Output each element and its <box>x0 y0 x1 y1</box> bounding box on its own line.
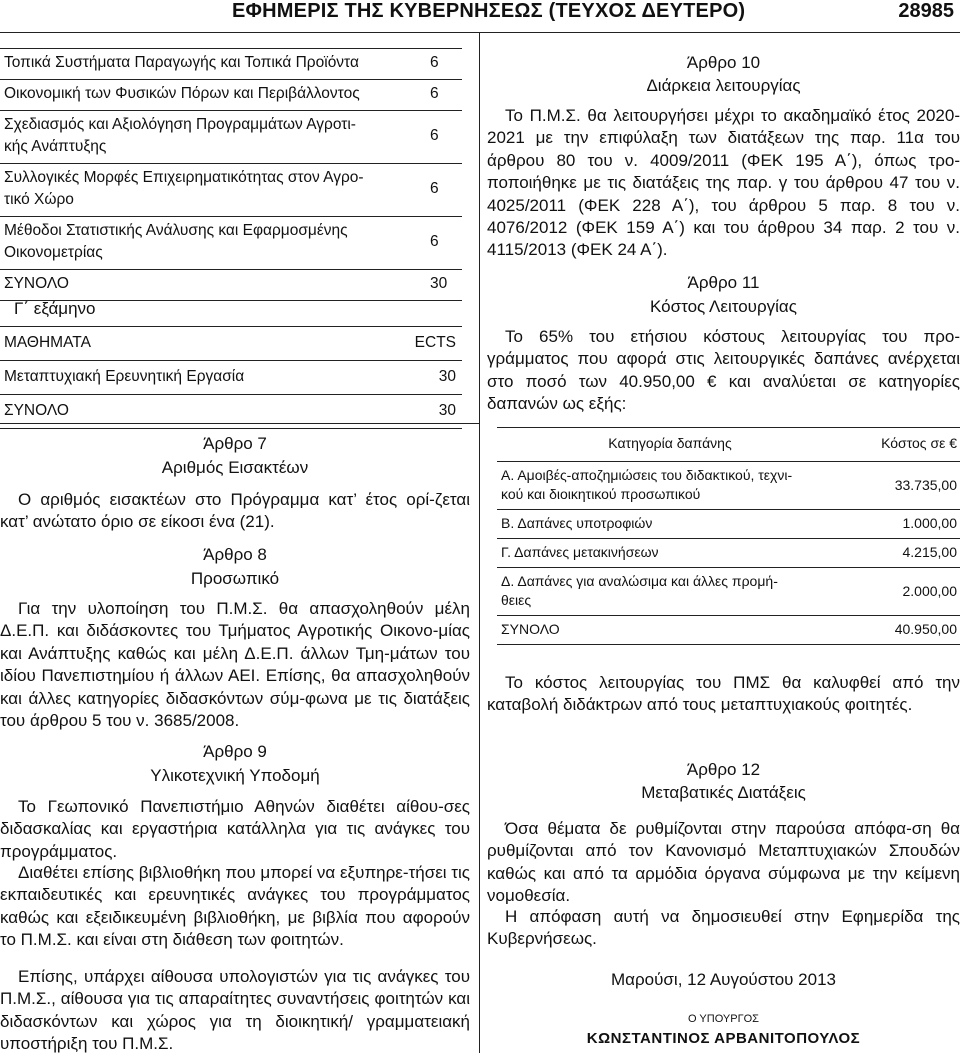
table-row <box>0 111 462 164</box>
article-11-heading: Άρθρο 11 <box>687 273 760 292</box>
article-9-subheading: Υλικοτεχνική Υποδομή <box>150 766 320 785</box>
course-name: Μέθοδοι Στατιστικής Ανάλυσης και Εφαρμοσμένης Οικονομετρίας <box>0 217 428 270</box>
table-row-total <box>0 270 462 301</box>
semester-label: Γ΄ εξάμηνο <box>14 299 96 318</box>
cost-category: Γ. Δαπάνες μετακινήσεων <box>497 539 843 568</box>
total-label: ΣΥΝΟΛΟ <box>0 395 411 429</box>
course-ects: 6 <box>428 217 462 270</box>
course-name: Σχεδιασμός και Αξιολόγηση Προγραμμάτων Αγροτι- κής Ανάπτυξης <box>0 111 428 164</box>
table-header-row <box>0 327 462 361</box>
section-rule <box>0 423 479 424</box>
article-10-heading: Άρθρο 10 <box>686 53 761 72</box>
article-7-body: Ο αριθμός εισακτέων στο Πρόγραμμα κατ’ έτος ορί-ζεται κατ’ ανώτατο όριο σε είκοσι ένα (21). <box>0 490 470 532</box>
total-value: 40.950,00 <box>843 616 960 645</box>
table-row <box>0 80 462 111</box>
course-name: Οικονομική των Φυσικών Πόρων και Περιβάλλοντος <box>0 80 428 111</box>
course-name: Μεταπτυχιακή Ερευνητική Εργασία <box>0 361 411 395</box>
article-11-subheading: Κόστος Λειτουργίας <box>650 297 797 316</box>
article-9-paragraph-2: Διαθέτει επίσης βιβλιοθήκη που μπορεί να εξυπηρε-τήσει τις εκπαιδευτικές και ερευνητικές ανάγκες του προγράμματος καθώς και εξειδικευμένη βιβλιοθήκη, με βιβλία που αφορούν το Π.Μ.Σ. και είναι στη διάθεση των φοιτητών. <box>0 863 470 950</box>
article-9-paragraph-3: Επίσης, υπάρχει αίθουσα υπολογιστών για τις ανάγκες του Π.Μ.Σ., αίθουσα για τις απαραίτητες συναντήσεις φοιτητών και διδασκόντων και χώρος για τη διοικητική/ γραμματειακή υποστήριξη του Π.Μ.Σ. <box>0 967 470 1054</box>
table-row <box>0 164 462 217</box>
column-divider <box>479 33 480 1053</box>
signatory-role: Ο ΥΠΟΥΡΓΟΣ <box>688 1013 759 1025</box>
courses-table <box>0 48 462 301</box>
article-12-paragraph-1: Όσα θέματα δε ρυθμίζονται στην παρούσα απόφα-ση θα ρυθμίζονται από τον Κανονισμό Μεταπτυχιακών Σπουδών καθώς και από τα αρμόδια όργανα σύμφωνα με την κείμενη νομοθεσία. <box>487 819 960 906</box>
table-header-row <box>497 428 960 462</box>
cost-value: 4.215,00 <box>843 539 960 568</box>
table-row-total <box>497 616 960 645</box>
cost-value: 33.735,00 <box>843 462 960 510</box>
article-12-heading: Άρθρο 12 <box>686 760 761 779</box>
page-number: 28985 <box>898 0 954 22</box>
cost-value: 1.000,00 <box>843 510 960 539</box>
semester-table <box>0 326 462 429</box>
article-10-body: Το Π.Μ.Σ. θα λειτουργήσει μέχρι το ακαδημαϊκό έτος 2020-2021 με την επιφύλαξη των διατάξεων της παρ. 11α του άρθρου 80 του ν. 4009/2011 (ΦΕΚ 195 Α΄), όπως τρο-ποποιήθηκε με τις διατάξεις της παρ. γ του άρθρου 47 του ν. 4025/2011 (ΦΕΚ 228 Α΄), του άρθρου 5 παρ. 8 του ν. 4076/2012 (ΦΕΚ 159 Α΄) και του άρθρου 34 παρ. 2 του ν. 4115/2013 (ΦΕΚ 24 Α΄). <box>487 106 960 260</box>
article-10-subheading: Διάρκεια λειτουργίας <box>646 76 801 95</box>
course-name: Τοπικά Συστήματα Παραγωγής και Τοπικά Προϊόντα <box>0 49 428 80</box>
article-8-body: Για την υλοποίηση του Π.Μ.Σ. θα απασχοληθούν μέλη Δ.Ε.Π. και διδάσκοντες του Τμήματος Αγροτικής Οικονο-μίας και Ανάπτυξης καθώς και μέλη Δ.Ε.Π. άλλων Τμη-μάτων του ιδίου Πανεπιστημίου ή άλλων ΑΕΙ. Επίσης, θα απασχοληθούν και άλλες κατηγορίες διδασκόντων σύμ-φωνα με τις διατάξεις του άρθρου 5 του ν. 3685/2008. <box>0 599 470 731</box>
article-9-heading: Άρθρο 9 <box>203 742 267 761</box>
article-8-heading: Άρθρο 8 <box>203 545 267 564</box>
article-11-body: Το 65% του ετήσιου κόστους λειτουργίας του προ-γράμματος που αφορά στις λειτουργικές δαπάνες ανέρχεται στο ποσό των 40.950,00 € και αναλύεται σε κατηγορίες δαπανών ως εξής: <box>487 327 960 414</box>
funding-paragraph: Το κόστος λειτουργίας του ΠΜΣ θα καλυφθεί από την καταβολή διδάκτρων από τους μεταπτυχιακούς φοιτητές. <box>487 673 960 715</box>
total-value: 30 <box>428 270 462 301</box>
article-7-heading: Άρθρο 7 <box>203 434 267 453</box>
course-ects: 30 <box>411 361 462 395</box>
signatory-name: ΚΩΝΣΤΑΝΤΙΝΟΣ ΑΡΒΑΝΙΤΟΠΟΥΛΟΣ <box>586 1030 861 1047</box>
cost-category: Α. Αμοιβές-αποζημιώσεις του διδακτικού, τεχνι- κού και διοικητικού προσωπικού <box>497 462 843 510</box>
total-label: ΣΥΝΟΛΟ <box>497 616 843 645</box>
table-row <box>497 462 960 510</box>
gazette-title: ΕΦΗΜΕΡΙΣ ΤΗΣ ΚΥΒΕΡΝΗΣΕΩΣ (ΤΕΥΧΟΣ ΔΕΥΤΕΡΟ) <box>232 0 746 22</box>
course-ects: 6 <box>428 164 462 217</box>
total-label: ΣΥΝΟΛΟ <box>0 270 428 301</box>
table-row <box>497 539 960 568</box>
total-value: 30 <box>411 395 462 429</box>
article-8-subheading: Προσωπικό <box>190 569 280 588</box>
table-row <box>0 361 462 395</box>
header-category: Κατηγορία δαπάνης <box>497 428 843 462</box>
article-12-subheading: Μεταβατικές Διατάξεις <box>641 783 806 802</box>
course-ects: 6 <box>428 49 462 80</box>
article-9-paragraph-1: Το Γεωπονικό Πανεπιστήμιο Αθηνών διαθέτει αίθου-σες διδασκαλίας και εργαστήρια κατάλληλα για τις ανάγκες του προγράμματος. <box>0 797 470 861</box>
course-ects: 6 <box>428 111 462 164</box>
place-date: Μαρούσι, 12 Αυγούστου 2013 <box>611 970 836 989</box>
course-ects: 6 <box>428 80 462 111</box>
header-courses: ΜΑΘΗΜΑΤΑ <box>0 327 411 361</box>
table-row <box>0 217 462 270</box>
page-header <box>0 0 960 30</box>
cost-category: Δ. Δαπάνες για αναλώσιμα και άλλες προμή- θειες <box>497 568 843 616</box>
table-row <box>497 510 960 539</box>
header-rule <box>0 32 960 33</box>
table-row <box>497 568 960 616</box>
cost-table <box>497 427 960 645</box>
article-7-subheading: Αριθμός Εισακτέων <box>161 458 309 477</box>
header-cost: Κόστος σε € <box>843 428 960 462</box>
cost-category: Β. Δαπάνες υποτροφιών <box>497 510 843 539</box>
course-name: Συλλογικές Μορφές Επιχειρηματικότητας στον Αγρο- τικό Χώρο <box>0 164 428 217</box>
header-ects: ECTS <box>411 327 462 361</box>
cost-value: 2.000,00 <box>843 568 960 616</box>
table-row <box>0 49 462 80</box>
article-12-paragraph-2: Η απόφαση αυτή να δημοσιευθεί στην Εφημερίδα της Κυβερνήσεως. <box>487 907 960 949</box>
